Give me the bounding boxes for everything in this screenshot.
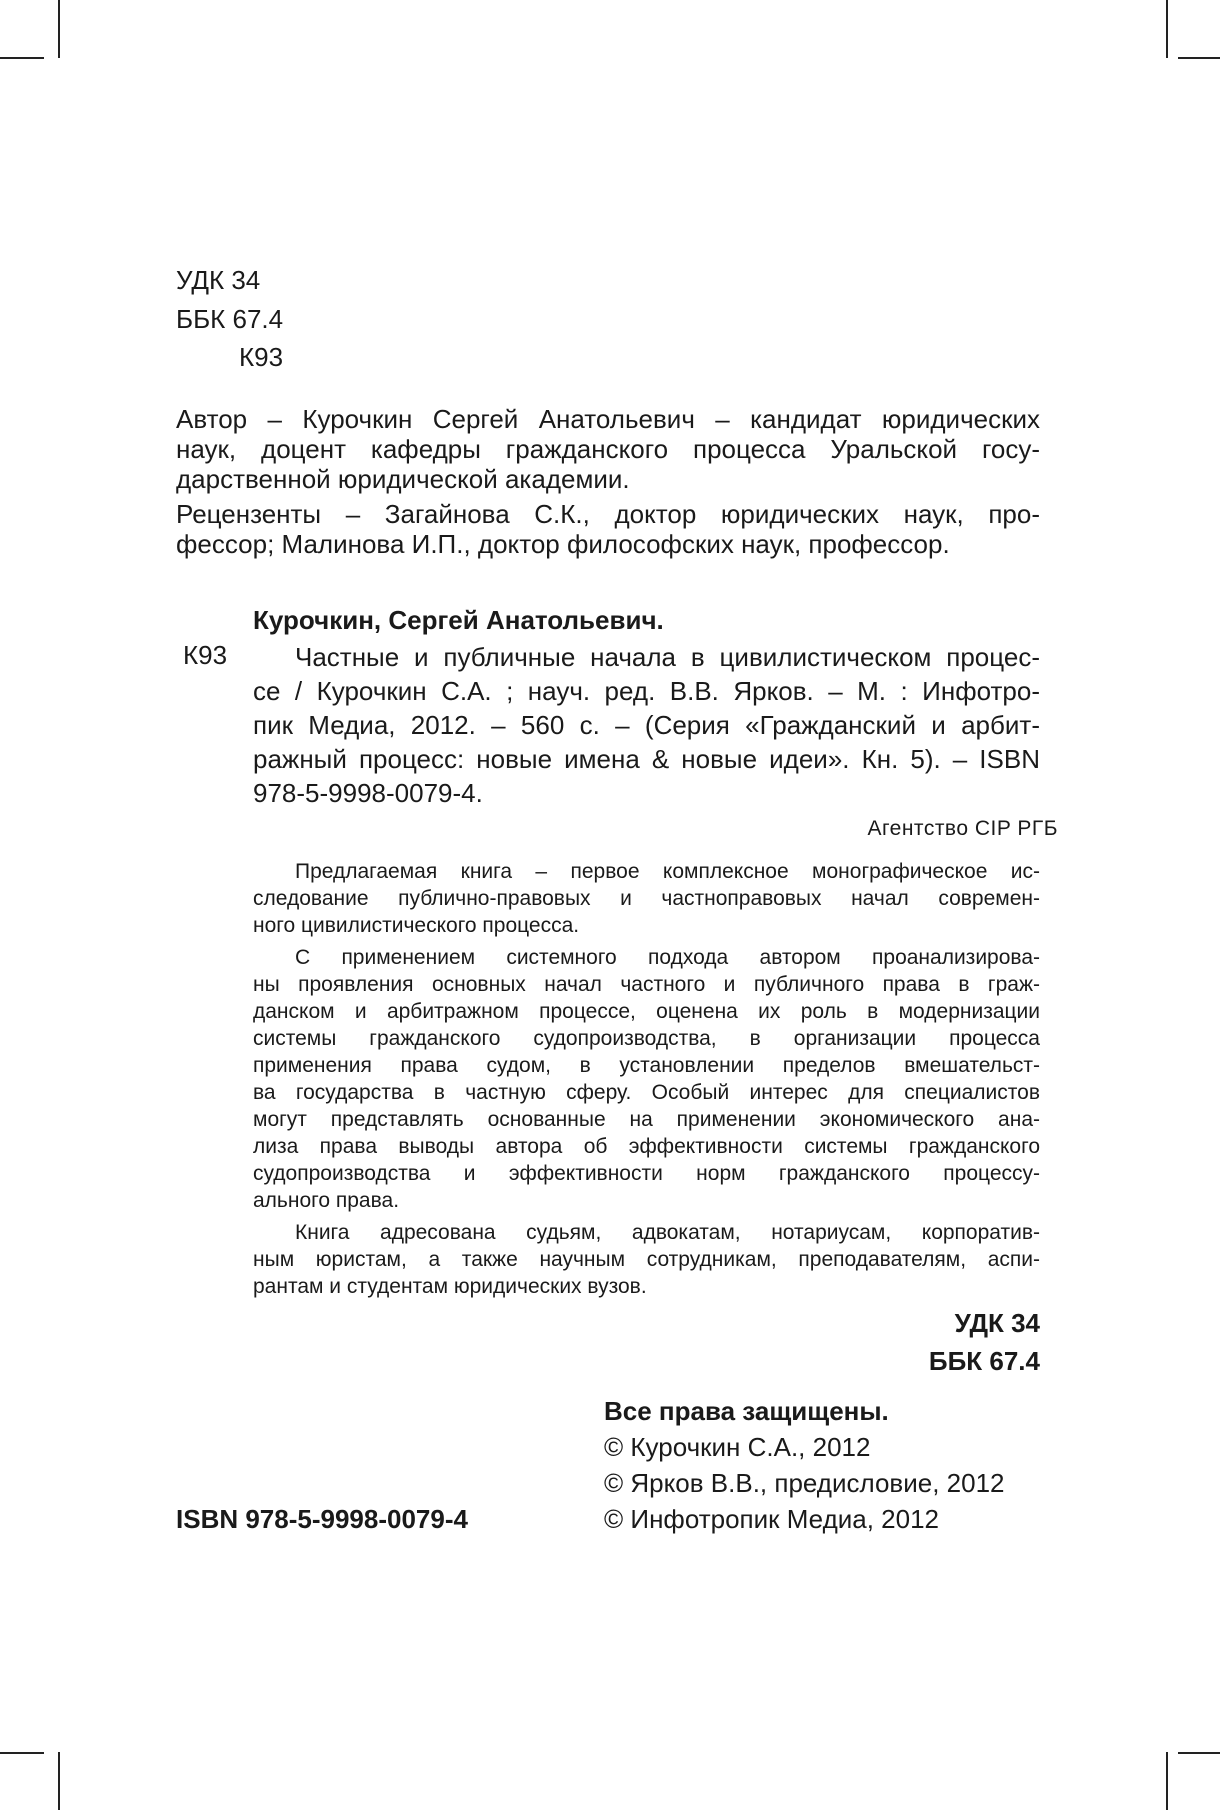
- abstract-p2-line-8: лиза права выводы автора об эффективности системы гражданского: [253, 1135, 1040, 1158]
- author-info-line-1: Автор – Курочкин Сергей Анатольевич – кандидат юридических: [176, 404, 1040, 434]
- crop-mark-top-left-h: [0, 57, 44, 59]
- crop-mark-bottom-left-h: [0, 1752, 44, 1754]
- copyright-author: © Курочкин С.А., 2012: [604, 1432, 871, 1462]
- abstract-p2-line-2: ны проявления основных начал частного и публичного права в граж-: [253, 973, 1040, 996]
- bottom-udk-code: УДК 34: [954, 1308, 1040, 1338]
- crop-mark-bottom-right-v: [1166, 1752, 1168, 1810]
- abstract-p2-line-10: ального права.: [253, 1189, 400, 1212]
- catalog-line-4: ражный процесс: новые имена & новые идеи». Кн. 5). – ISBN: [253, 744, 1040, 774]
- author-info-line-3: дарственной юридической академии.: [176, 464, 630, 494]
- author-info-line-2: наук, доцент кафедры гражданского процесса Уральской госу-: [176, 434, 1040, 464]
- udk-code: УДК 34: [176, 265, 261, 295]
- abstract-p1-line-3: ного цивилистического процесса.: [253, 914, 580, 937]
- crop-mark-top-left-v: [58, 0, 60, 58]
- isbn-number: ISBN 978-5-9998-0079-4: [176, 1504, 468, 1534]
- crop-mark-top-right-v: [1166, 0, 1168, 58]
- reviewers-line-1: Рецензенты – Загайнова С.К., доктор юридических наук, про-: [176, 499, 1040, 529]
- abstract-p2-line-5: применения права судом, в установлении пределов вмешательст-: [253, 1054, 1040, 1077]
- crop-mark-top-right-h: [1178, 57, 1220, 59]
- abstract-p2-line-3: данском и арбитражном процессе, оценена их роль в модернизации: [253, 1000, 1040, 1023]
- catalog-line-5: 978-5-9998-0079-4.: [253, 778, 483, 808]
- abstract-p3-line-1: Книга адресована судьям, адвокатам, нотариусам, корпоратив-: [295, 1221, 1040, 1244]
- abstract-p3-line-3: рантам и студентам юридических вузов.: [253, 1275, 647, 1298]
- abstract-p2-line-4: системы гражданского судопроизводства, в организации процесса: [253, 1027, 1040, 1050]
- catalog-line-1: Частные и публичные начала в цивилистическом процес-: [295, 642, 1040, 672]
- crop-mark-bottom-right-h: [1178, 1752, 1220, 1754]
- abstract-p2-line-9: судопроизводства и эффективности норм гражданского процессу-: [253, 1162, 1040, 1185]
- catalog-heading: Курочкин, Сергей Анатольевич.: [253, 605, 664, 635]
- abstract-p3-line-2: ным юристам, а также научным сотрудникам, преподавателям, аспи-: [253, 1248, 1040, 1271]
- abstract-p1-line-2: следование публично-правовых и частноправовых начал современ-: [253, 887, 1040, 910]
- copyright-editor: © Ярков В.В., предисловие, 2012: [604, 1468, 1005, 1498]
- crop-mark-bottom-left-v: [58, 1752, 60, 1810]
- catalog-mark: К93: [183, 640, 228, 670]
- rights-heading: Все права защищены.: [604, 1396, 889, 1426]
- reviewers-line-2: фессор; Малинова И.П., доктор философских наук, профессор.: [176, 529, 950, 559]
- bbk-code: ББК 67.4: [176, 304, 284, 334]
- copyright-publisher: © Инфотропик Медиа, 2012: [604, 1504, 940, 1534]
- abstract-p2-line-7: могут представлять основанные на применении экономического ана-: [253, 1108, 1040, 1131]
- abstract-p1-line-1: Предлагаемая книга – первое комплексное монографическое ис-: [295, 860, 1040, 883]
- abstract-p2-line-6: ва государства в частную сферу. Особый интерес для специалистов: [253, 1081, 1040, 1104]
- catalog-line-2: се / Курочкин С.А. ; науч. ред. В.В. Ярков. – М. : Инфотро-: [253, 676, 1040, 706]
- cip-agency: Агентство CIP РГБ: [867, 817, 1058, 840]
- abstract-p2-line-1: С применением системного подхода автором проанализирова-: [295, 946, 1040, 969]
- author-mark: К93: [239, 342, 284, 372]
- bottom-bbk-code: ББК 67.4: [928, 1346, 1040, 1376]
- catalog-line-3: пик Медиа, 2012. – 560 с. – (Серия «Гражданский и арбит-: [253, 710, 1040, 740]
